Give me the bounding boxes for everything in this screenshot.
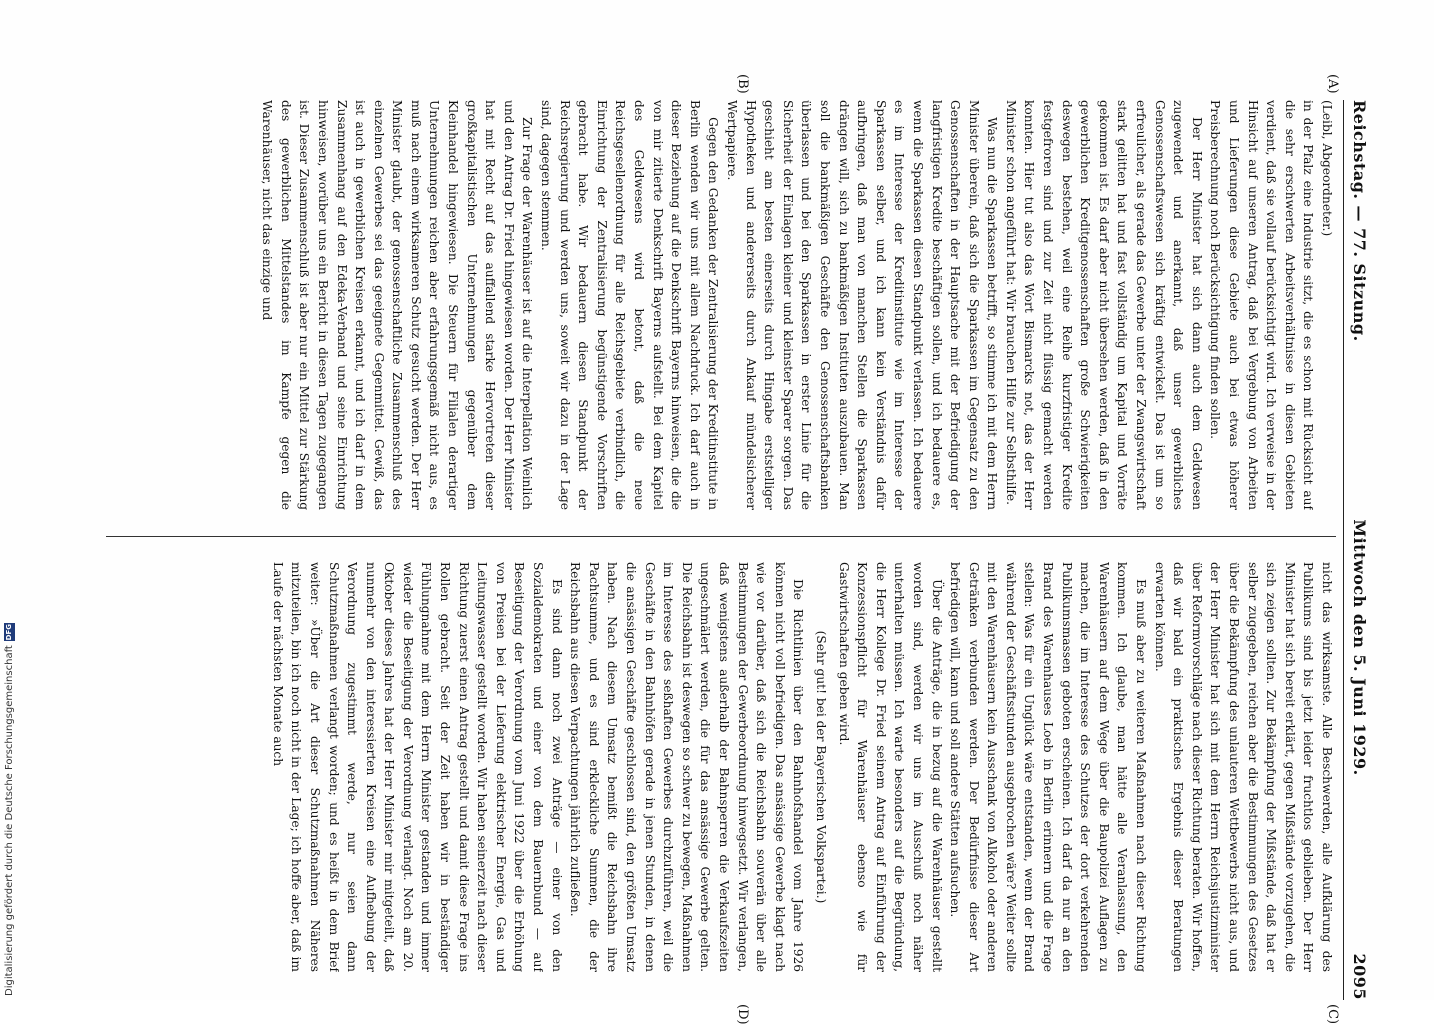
speaker-label: (Leibl, Abgeordneter.)	[1320, 100, 1334, 237]
header-session: Reichstag. — 77. Sitzung.	[1350, 100, 1370, 342]
margin-marker-a: (A)	[1325, 74, 1340, 94]
digitization-credit	[2, 623, 16, 996]
margin-marker-c: (C)	[1325, 1004, 1340, 1025]
header-rule	[1343, 100, 1344, 1000]
credit-text: Digitalisierung gefördert durch die Deutsche Forschungsgemeinschaft	[3, 645, 15, 996]
page-header	[1340, 100, 1380, 1000]
paragraph: Über die Anträge, die in bezug auf die Warenhäuser gestellt worden sind, werden wir uns im Ausschuß noch näher unterhalten müssen. Ich warte besonders auf die Begründung, die Herr Kollege Dr. Fried seinem Antrag auf Einführung der Konzessionspflicht für Warenhäuser ebenso wie für Gastwirtschaften geben wird.	[836, 562, 944, 972]
header-date: Mittwoch den 5. Juni 1929.	[1350, 519, 1370, 776]
interjection: (Sehr gut! bei der Bayerischen Volkspartei.)	[813, 630, 828, 904]
paragraph: in der Pfalz eine Industrie sitzt, die es schon mit Rücksicht auf die sehr erschwerten Arbeitsverhältnisse in diesen Gebieten verdient, daß sie vollauf berücksichtigt wird. Ich verweise in der Hinsicht auf unseren Antrag, daß bei Vergebung von Arbeiten und Lieferungen diese Gebiete auch bei etwas höherer Preisberechnung noch Berücksichtigung finden sollen.	[1208, 100, 1316, 510]
paragraph: Es muß aber zu weiteren Maßnahmen nach dieser Richtung kommen. Ich glaube, man hätte alle Veranlassung, den Warenhäusern auf dem Wege über die Baupolizei Auflagen zu machen, die im Interesse des Schutzes der dort verkehrenden Publikumsmassen geboten erscheinen. Ich darf da nur an den Brand des Warenhauses Loeb in Berlin erinnern und die Frage stellen: Was für ein Unglück wäre entstanden, wenn der Brand während der Geschäftsstunden ausgebrochen wäre? Weiter sollte mit den Warenhäusern kein Ausschank von Alkohol oder anderen Getränken verbunden werden. Der Bedürfnisse dieser Art befriedigen will, kann und soll andere Stätten aufsuchen.	[948, 562, 1149, 972]
text-column-right	[106, 562, 1336, 972]
paragraph: Was nun die Sparkassen betrifft, so stimme ich mit dem Herrn Minister überein, daß sich die Sparkassen im Gegensatz zu den Genossenschaften in der Hauptsache mit der Befriedigung der langfristigen Kredite beschäftigen sollen, und ich bedauere es, wenn die Sparkassen diesen Standpunkt verlassen. Ich bedauere es im Interesse der Kreditinstitute wie im Interesse der Sparkassen selber, und ich kann kein Verständnis dafür aufbringen, daß man von manchen Stellen die Sparkassen drängen will, sich zu bankmäßigen Instituten auszubauen. Man soll die bankmäßigen Geschäfte den Genossenschaftsbanken überlassen und bei den Sparkassen in erster Linie für die Sicherheit der Einlagen kleiner und kleinster Sparer sorgen. Das geschieht am besten einerseits durch Hingabe erststelliger Hypotheken und andererseits durch Ankauf mündelsicherer Wertpapiere.	[725, 100, 1000, 510]
margin-marker-d: (D)	[735, 1004, 750, 1025]
text-column-left	[106, 100, 1336, 510]
paragraph: Die Richtlinien über den Bahnhofshandel vom Jahre 1926 können nicht voll befriedigen. Das ansässige Gewerbe klagt nach wie vor darüber, daß sich die Reichsbahn souverän über alle Bestimmungen der Gewerbeordnung hinwegsetzt. Wir verlangen, daß wenigstens außerhalb der Bahnsperren die Verkaufszeiten ungeschmälert werden, die für das ansässige Gewerbe gelten. Die Reichsbahn ist deswegen so schwer zu bewegen, Maßnahmen im Interesse des seßhaften Gewerbes durchzuführen, weil die Geschäfte in den Bahnhöfen gerade in jenen Stunden, in denen die ansässigen Geschäfte geschlossen sind, den größten Umsatz haben. Nach diesem Umsatz bemißt die Reichsbahn ihre Pachtsumme, und es sind erkleckliche Summen, die der Reichsbahn aus diesen Verpachtungen jährlich zufließen.	[568, 562, 806, 972]
rotated-newspaper-page	[100, 74, 1380, 1025]
paragraph: Gegen den Gedanken der Zentralisierung der Kreditinstitute in Berlin wenden wir uns mit allem Nachdruck. Ich darf auch in dieser Beziehung auf die Denkschrift Bayerns hinweisen, die die von mir zitierte Denkschrift Bayerns aufstellt. Bei dem Kapitel des Geldwesens wird betont, daß die neue Reichsgesellenordnung für alle Reichsgebiete verbindlich, die Einrichtung der Zentralisierung begünstigende Vorschriften gebracht habe. Wir bedauern diesen Standpunkt der Reichsregierung und werden uns, soweit wir dazu in der Lage sind, dagegen stemmen.	[539, 100, 721, 510]
header-page-number: 2095	[1350, 953, 1370, 1000]
paragraph: nicht das wirksamste. Alle Beschwerden, alle Aufklärung des Publikums sind bis jetzt leider fruchtlos geblieben. Der Herr Minister hat sich bereit erklärt, gegen Mißstände vorzugehen, die sich zeigen sollten. Zur Bekämpfung der Mißstände, daß hat er selber zugegeben, reichen aber die Bestimmungen des Gesetzes über die Bekämpfung des unlauteren Wettbewerbs nicht aus, und der Herr Minister hat sich mit dem Herrn Reichsjustizminister über Reformvorschläge nach dieser Richtung beraten. Wir hoffen, daß wir bald ein praktisches Ergebnis dieser Beratungen erwarten können.	[1152, 562, 1334, 972]
margin-marker-b: (B)	[735, 74, 750, 94]
dfg-logo-icon: DFG	[4, 623, 13, 641]
column-divider	[106, 536, 1336, 537]
paragraph: Zur Frage der Warenhäuser ist auf die Interpellation Weinlich und den Antrag Dr. Fried hingewiesen worden. Der Herr Minister hat mit Recht auf das auffallend starke Hervortreten dieser großkapitalistischen Unternehmungen gegenüber dem Kleinhandel hingewiesen. Die Steuern für Filialen derartiger Unternehmungen reichen aber erfahrungsgemäß nicht aus, es muß nach einem wirksameren Schutz gesucht werden. Der Herr Minister glaubt, der genossenschaftliche Zusammenschluß des einzelnen Gewerbes sei das geeignete Gegenmittel. Gewiß, das ist auch in gewerblichen Kreisen erkannt, und ich darf in dem Zusammenhang auf den Edeka-Verband und seine Einrichtung hinweisen, worüber uns ein Bericht in diesen Tagen zugegangen ist. Dieser Zusammenschluß ist aber nur ein Mittel zur Stärkung des gewerblichen Mittelstandes im Kampfe gegen die Warenhäuser, nicht das einzige und	[260, 100, 535, 510]
paragraph: Es sind dann noch zwei Anträge — einer von den Sozialdemokraten und einer von dem Bauernbund — auf Beseitigung der Verordnung vom Juni 1922 über die Erhöhung von Preisen bei der Lieferung elektrischer Energie, Gas und Leitungswasser gestellt worden. Wir haben seinerzeit nach dieser Richtung zuerst einen Antrag gestellt und damit diese Frage ins Rollen gebracht. Seit der Zeit haben wir in beständiger Fühlungnahme mit dem Herrn Minister gestanden und immer wieder die Beseitigung der Verordnung verlangt. Noch am 20. Oktober dieses Jahres hat der Herr Minister mir mitgeteilt, daß nunmehr von den interessierten Kreisen eine Aufhebung der Verordnung zugestimmt werde, nur seien dann Schutzmaßnahmen verlangt worden; und es heißt in dem Brief weiter: »Über die Art dieser Schutzmaßnahmen Näheres mitzuteilen, bin ich noch nicht in der Lage; ich hoffe aber, daß im Laufe der nächsten Monate auch	[270, 562, 564, 972]
paragraph: Der Herr Minister hat sich dann auch dem Geldwesen zugewendet und anerkannt, daß unser gewerbliches Genossenschaftswesen sich kräftig entwickelt. Das ist um so erfreulicher, als gerade das Gewerbe unter der Zwangswirtschaft stark gelitten hat und fast vollständig um Kapital und Vorräte gekommen ist. Es darf aber nicht übersehen werden, daß in den gewerblichen Kreditgenossenschaften große Schwierigkeiten deswegen bestehen, weil eine Reihe kurzfristiger Kredite festgefroren sind und zur Zeit nicht flüssig gemacht werden konnten. Hier tut also das Wort Bismarcks not, das der Herr Minister schon angeführt hat: Wir brauchen Hilfe zur Selbsthilfe.	[1003, 100, 1204, 510]
